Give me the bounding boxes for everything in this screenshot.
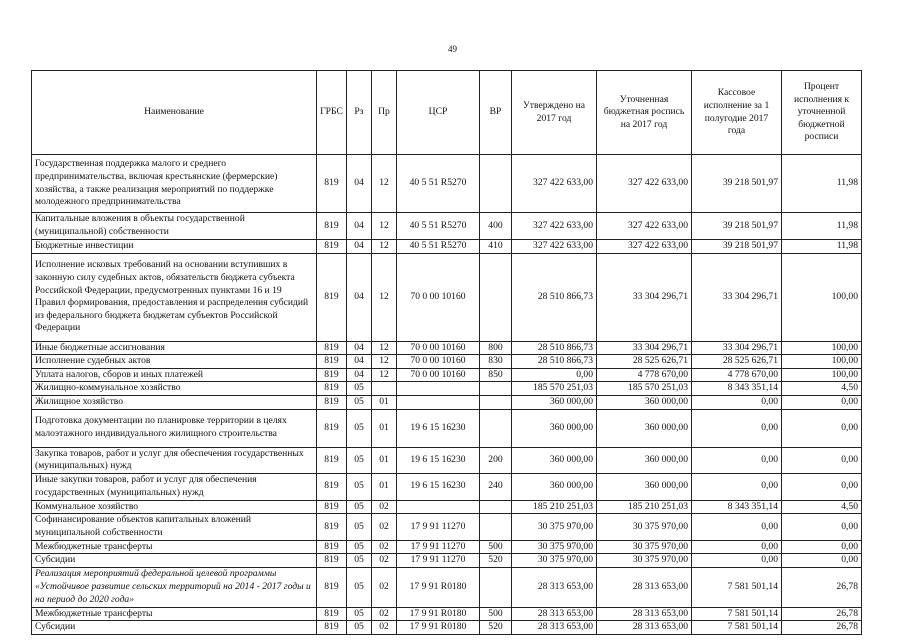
row-rz: 04: [347, 253, 372, 341]
row-pr: 02: [372, 554, 397, 568]
row-name: Подготовка документации по планировке территории в целях малоэтажного индивидуального жилищного строительства: [32, 409, 317, 447]
table-row: [32, 554, 862, 568]
row-approved: 28 313 653,00: [512, 567, 597, 607]
row-percent: 0,00: [782, 554, 862, 568]
row-pr: 02: [372, 567, 397, 607]
row-pr: 02: [372, 607, 397, 621]
table-row: [32, 567, 862, 607]
row-name: Субсидии: [32, 554, 317, 568]
row-refined: 33 304 296,71: [597, 341, 692, 355]
row-refined: 30 375 970,00: [597, 554, 692, 568]
row-vr: [480, 395, 512, 409]
row-approved: 30 375 970,00: [512, 554, 597, 568]
row-cash: 33 304 296,71: [692, 341, 782, 355]
row-csr: 70 0 00 10160: [397, 355, 480, 369]
header-approved: Утверждено на 2017 год: [512, 71, 597, 155]
row-grbs: 819: [317, 500, 347, 514]
row-vr: [480, 567, 512, 607]
row-refined: 360 000,00: [597, 447, 692, 473]
header-percent: Процент исполнения к уточненной бюджетной росписи: [782, 71, 862, 155]
row-approved: 28 510 866,73: [512, 253, 597, 341]
row-vr: 800: [480, 341, 512, 355]
row-refined: 360 000,00: [597, 395, 692, 409]
row-percent: 0,00: [782, 447, 862, 473]
row-cash: 0,00: [692, 540, 782, 554]
row-cash: 0,00: [692, 409, 782, 447]
row-csr: 40 5 51 R5270: [397, 213, 480, 240]
row-rz: 05: [347, 395, 372, 409]
page-number: 49: [448, 44, 457, 54]
row-pr: 02: [372, 514, 397, 540]
row-approved: 360 000,00: [512, 409, 597, 447]
header-rz: Рз: [347, 71, 372, 155]
row-approved: 327 422 633,00: [512, 213, 597, 240]
row-vr: 830: [480, 355, 512, 369]
row-vr: [480, 382, 512, 396]
row-rz: 05: [347, 554, 372, 568]
row-pr: 12: [372, 368, 397, 382]
table-row: [32, 514, 862, 540]
row-percent: 0,00: [782, 540, 862, 554]
row-grbs: 819: [317, 621, 347, 635]
row-cash: 0,00: [692, 447, 782, 473]
table-row: [32, 621, 862, 635]
row-csr: [397, 395, 480, 409]
header-pr: Пр: [372, 71, 397, 155]
row-cash: 4 778 670,00: [692, 368, 782, 382]
row-percent: 0,00: [782, 409, 862, 447]
row-grbs: 819: [317, 341, 347, 355]
row-pr: 12: [372, 213, 397, 240]
row-vr: [480, 500, 512, 514]
row-vr: 410: [480, 240, 512, 254]
row-approved: 360 000,00: [512, 395, 597, 409]
table-row: [32, 213, 862, 240]
row-rz: 04: [347, 368, 372, 382]
header-cash: Кассовое исполнение за 1 полугодие 2017 года: [692, 71, 782, 155]
table-row: [32, 253, 862, 341]
row-vr: 200: [480, 447, 512, 473]
row-cash: 0,00: [692, 514, 782, 540]
row-approved: 30 375 970,00: [512, 540, 597, 554]
row-vr: 850: [480, 368, 512, 382]
row-rz: 05: [347, 514, 372, 540]
table-row: [32, 240, 862, 254]
row-approved: 30 375 970,00: [512, 514, 597, 540]
row-csr: 17 9 91 R0180: [397, 567, 480, 607]
row-name: Реализация мероприятий федеральной целевой программы «Устойчивое развитие сельских территорий на 2014 - 2017 годы и на период до 2020 года»: [32, 567, 317, 607]
row-refined: 360 000,00: [597, 409, 692, 447]
row-approved: 28 510 866,73: [512, 355, 597, 369]
row-approved: 360 000,00: [512, 447, 597, 473]
row-pr: 02: [372, 500, 397, 514]
row-cash: 39 218 501,97: [692, 213, 782, 240]
row-rz: 05: [347, 607, 372, 621]
row-refined: 327 422 633,00: [597, 240, 692, 254]
row-refined: 30 375 970,00: [597, 540, 692, 554]
row-rz: 05: [347, 447, 372, 473]
row-grbs: 819: [317, 540, 347, 554]
row-csr: 70 0 00 10160: [397, 341, 480, 355]
row-refined: 4 778 670,00: [597, 368, 692, 382]
row-percent: 11,98: [782, 240, 862, 254]
row-percent: 26,78: [782, 621, 862, 635]
row-percent: 26,78: [782, 567, 862, 607]
row-csr: 19 6 15 16230: [397, 473, 480, 500]
row-rz: 05: [347, 500, 372, 514]
row-approved: 28 313 653,00: [512, 621, 597, 635]
row-name: Иные закупки товаров, работ и услуг для обеспечения государственных (муниципальных) нужд: [32, 473, 317, 500]
row-approved: 327 422 633,00: [512, 155, 597, 213]
row-csr: 40 5 51 R5270: [397, 155, 480, 213]
table-row: [32, 355, 862, 369]
row-csr: 17 9 91 11270: [397, 554, 480, 568]
row-approved: 28 313 653,00: [512, 607, 597, 621]
row-grbs: 819: [317, 240, 347, 254]
table-row: [32, 540, 862, 554]
row-rz: 04: [347, 240, 372, 254]
row-rz: 04: [347, 213, 372, 240]
row-refined: 30 375 970,00: [597, 514, 692, 540]
row-pr: 01: [372, 409, 397, 447]
table-row: [32, 155, 862, 213]
row-grbs: 819: [317, 409, 347, 447]
row-rz: 05: [347, 540, 372, 554]
row-pr: 12: [372, 253, 397, 341]
row-rz: 04: [347, 341, 372, 355]
row-name: Софинансирование объектов капитальных вложений муниципальной собственности: [32, 514, 317, 540]
row-percent: 100,00: [782, 355, 862, 369]
row-csr: 17 9 91 R0180: [397, 607, 480, 621]
row-rz: 04: [347, 355, 372, 369]
row-percent: 0,00: [782, 395, 862, 409]
row-refined: 185 210 251,03: [597, 500, 692, 514]
row-grbs: 819: [317, 155, 347, 213]
row-cash: 39 218 501,97: [692, 155, 782, 213]
row-percent: 0,00: [782, 514, 862, 540]
row-name: Капитальные вложения в объекты государственной (муниципальной) собственности: [32, 213, 317, 240]
row-vr: [480, 155, 512, 213]
row-vr: 500: [480, 607, 512, 621]
row-cash: 0,00: [692, 473, 782, 500]
row-cash: 8 343 351,14: [692, 500, 782, 514]
row-cash: 33 304 296,71: [692, 253, 782, 341]
row-refined: 28 525 626,71: [597, 355, 692, 369]
row-refined: 28 313 653,00: [597, 567, 692, 607]
row-grbs: 819: [317, 607, 347, 621]
table-row: [32, 341, 862, 355]
row-grbs: 819: [317, 554, 347, 568]
row-percent: 4,50: [782, 382, 862, 396]
row-cash: 39 218 501,97: [692, 240, 782, 254]
row-refined: 360 000,00: [597, 473, 692, 500]
row-percent: 11,98: [782, 155, 862, 213]
row-name: Закупка товаров, работ и услуг для обеспечения государственных (муниципальных) нужд: [32, 447, 317, 473]
row-name: Межбюджетные трансферты: [32, 607, 317, 621]
row-vr: 400: [480, 213, 512, 240]
row-vr: [480, 514, 512, 540]
table-row: [32, 473, 862, 500]
table-row: [32, 368, 862, 382]
table-row: [32, 409, 862, 447]
row-name: Межбюджетные трансферты: [32, 540, 317, 554]
row-grbs: 819: [317, 567, 347, 607]
row-cash: 8 343 351,14: [692, 382, 782, 396]
table-row: [32, 395, 862, 409]
row-percent: 100,00: [782, 253, 862, 341]
row-cash: 7 581 501,14: [692, 607, 782, 621]
row-percent: 11,98: [782, 213, 862, 240]
row-refined: 33 304 296,71: [597, 253, 692, 341]
row-grbs: 819: [317, 355, 347, 369]
row-name: Исполнение судебных актов: [32, 355, 317, 369]
header-csr: ЦСР: [397, 71, 480, 155]
row-vr: 520: [480, 554, 512, 568]
row-refined: 327 422 633,00: [597, 213, 692, 240]
row-csr: 70 0 00 10160: [397, 253, 480, 341]
row-vr: [480, 409, 512, 447]
row-percent: 0,00: [782, 473, 862, 500]
row-csr: 70 0 00 10160: [397, 368, 480, 382]
row-name: Уплата налогов, сборов и иных платежей: [32, 368, 317, 382]
row-name: Жилищное хозяйство: [32, 395, 317, 409]
row-vr: 500: [480, 540, 512, 554]
row-csr: [397, 500, 480, 514]
row-pr: 01: [372, 473, 397, 500]
row-rz: 05: [347, 621, 372, 635]
row-percent: 4,50: [782, 500, 862, 514]
row-name: Государственная поддержка малого и среднего предпринимательства, включая крестьянские (фермерские) хозяйства, а также реализация мероприятий по поддержке молодежного предпринимательства: [32, 155, 317, 213]
row-grbs: 819: [317, 368, 347, 382]
row-vr: 520: [480, 621, 512, 635]
row-grbs: 819: [317, 253, 347, 341]
row-rz: 05: [347, 409, 372, 447]
row-vr: 240: [480, 473, 512, 500]
row-approved: 185 210 251,03: [512, 500, 597, 514]
header-row: [32, 71, 862, 155]
row-pr: 12: [372, 355, 397, 369]
row-csr: 17 9 91 11270: [397, 514, 480, 540]
row-cash: 28 525 626,71: [692, 355, 782, 369]
row-grbs: 819: [317, 447, 347, 473]
row-cash: 0,00: [692, 554, 782, 568]
row-refined: 327 422 633,00: [597, 155, 692, 213]
header-name: Наименование: [32, 71, 317, 155]
row-grbs: 819: [317, 473, 347, 500]
row-refined: 28 313 653,00: [597, 621, 692, 635]
row-rz: 05: [347, 567, 372, 607]
row-pr: 12: [372, 240, 397, 254]
row-name: Иные бюджетные ассигнования: [32, 341, 317, 355]
table-row: [32, 447, 862, 473]
row-rz: 05: [347, 382, 372, 396]
row-name: Исполнение исковых требований на основании вступивших в законную силу судебных актов, обязательств бюджета субъекта Российской Федерации, предусмотренных пунктами 16 и 19 Правил формирования, предоставления и распределения субсидий из федерального бюджета бюджетам субъектов Российской Федерации: [32, 253, 317, 341]
row-grbs: 819: [317, 395, 347, 409]
row-rz: 05: [347, 473, 372, 500]
row-percent: 26,78: [782, 607, 862, 621]
row-pr: 02: [372, 540, 397, 554]
row-approved: 185 570 251,03: [512, 382, 597, 396]
row-name: Жилищно-коммунальное хозяйство: [32, 382, 317, 396]
row-name: Субсидии: [32, 621, 317, 635]
row-pr: 01: [372, 395, 397, 409]
row-name: Бюджетные инвестиции: [32, 240, 317, 254]
row-name: Коммунальное хозяйство: [32, 500, 317, 514]
header-grbs: ГРБС: [317, 71, 347, 155]
row-approved: 28 510 866,73: [512, 341, 597, 355]
row-csr: 40 5 51 R5270: [397, 240, 480, 254]
row-percent: 100,00: [782, 341, 862, 355]
budget-table: [31, 70, 862, 635]
table-row: [32, 607, 862, 621]
row-pr: 12: [372, 341, 397, 355]
row-csr: [397, 382, 480, 396]
row-percent: 100,00: [782, 368, 862, 382]
row-cash: 7 581 501,14: [692, 567, 782, 607]
row-approved: 0,00: [512, 368, 597, 382]
table-row: [32, 500, 862, 514]
row-vr: [480, 253, 512, 341]
row-pr: 02: [372, 621, 397, 635]
row-pr: [372, 382, 397, 396]
row-grbs: 819: [317, 382, 347, 396]
row-pr: 01: [372, 447, 397, 473]
row-refined: 28 313 653,00: [597, 607, 692, 621]
row-csr: 19 6 15 16230: [397, 447, 480, 473]
row-csr: 19 6 15 16230: [397, 409, 480, 447]
row-grbs: 819: [317, 213, 347, 240]
row-cash: 0,00: [692, 395, 782, 409]
row-csr: 17 9 91 R0180: [397, 621, 480, 635]
row-grbs: 819: [317, 514, 347, 540]
row-approved: 327 422 633,00: [512, 240, 597, 254]
table-row: [32, 382, 862, 396]
header-refined: Уточненная бюджетная роспись на 2017 год: [597, 71, 692, 155]
row-pr: 12: [372, 155, 397, 213]
row-rz: 04: [347, 155, 372, 213]
row-approved: 360 000,00: [512, 473, 597, 500]
header-vr: ВР: [480, 71, 512, 155]
row-csr: 17 9 91 11270: [397, 540, 480, 554]
row-refined: 185 570 251,03: [597, 382, 692, 396]
row-cash: 7 581 501,14: [692, 621, 782, 635]
